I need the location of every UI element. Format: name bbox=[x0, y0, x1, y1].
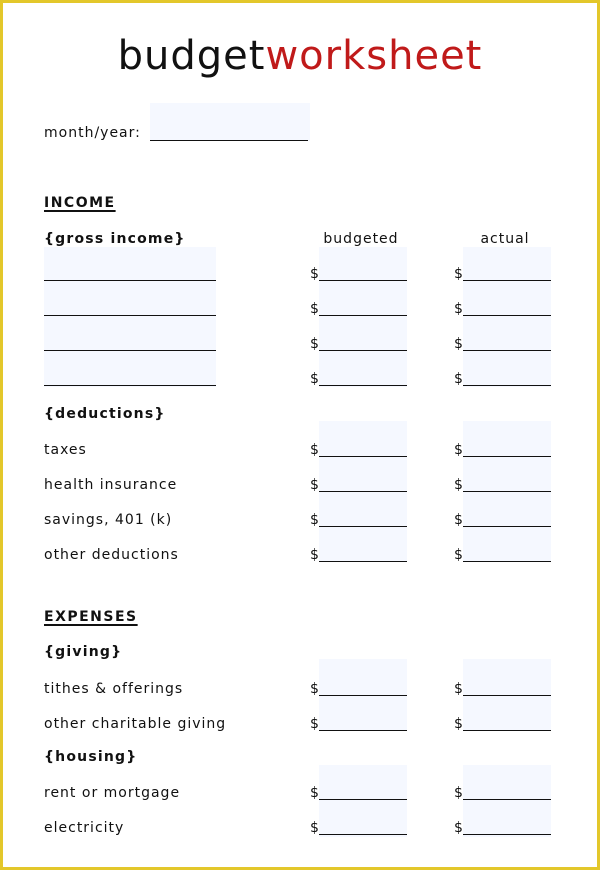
dollar-sign: $ bbox=[454, 301, 463, 317]
dollar-sign: $ bbox=[310, 266, 319, 282]
gross-income-budgeted-input[interactable] bbox=[319, 298, 407, 316]
title-part-worksheet: worksheet bbox=[265, 33, 483, 79]
giving-label-other-charitable: other charitable giving bbox=[44, 716, 227, 732]
dollar-sign: $ bbox=[454, 547, 463, 563]
deduction-label-health-insurance: health insurance bbox=[44, 477, 178, 493]
gross-income-name-input[interactable] bbox=[44, 333, 216, 351]
gross-income-name-input[interactable] bbox=[44, 368, 216, 386]
gross-income-budgeted-input[interactable] bbox=[319, 368, 407, 386]
budgeted-column-header: budgeted bbox=[323, 231, 399, 247]
gross-income-name-input[interactable] bbox=[44, 298, 216, 316]
housing-label-rent: rent or mortgage bbox=[44, 785, 181, 801]
dollar-sign: $ bbox=[310, 336, 319, 352]
actual-column-header: actual bbox=[480, 231, 530, 247]
title-part-budget: budget bbox=[117, 33, 266, 79]
dollar-sign: $ bbox=[310, 442, 319, 458]
tithes-budgeted-input[interactable] bbox=[319, 678, 407, 696]
dollar-sign: $ bbox=[310, 820, 319, 836]
page-title bbox=[3, 33, 597, 79]
gross-income-heading: {gross income} bbox=[44, 231, 186, 247]
deduction-label-other: other deductions bbox=[44, 547, 179, 563]
taxes-actual-input[interactable] bbox=[463, 439, 551, 457]
dollar-sign: $ bbox=[454, 477, 463, 493]
gross-income-actual-input[interactable] bbox=[463, 298, 551, 316]
giving-heading: {giving} bbox=[44, 644, 123, 660]
dollar-sign: $ bbox=[310, 785, 319, 801]
dollar-sign: $ bbox=[310, 716, 319, 732]
month-year-label: month/year: bbox=[44, 125, 141, 141]
dollar-sign: $ bbox=[454, 442, 463, 458]
housing-label-electricity: electricity bbox=[44, 820, 125, 836]
gross-income-actual-input[interactable] bbox=[463, 263, 551, 281]
dollar-sign: $ bbox=[454, 336, 463, 352]
dollar-sign: $ bbox=[310, 547, 319, 563]
dollar-sign: $ bbox=[310, 301, 319, 317]
electricity-budgeted-input[interactable] bbox=[319, 817, 407, 835]
other-deductions-budgeted-input[interactable] bbox=[319, 544, 407, 562]
gross-income-budgeted-input[interactable] bbox=[319, 263, 407, 281]
dollar-sign: $ bbox=[310, 681, 319, 697]
rent-actual-input[interactable] bbox=[463, 782, 551, 800]
deduction-label-taxes: taxes bbox=[44, 442, 87, 458]
dollar-sign: $ bbox=[454, 681, 463, 697]
dollar-sign: $ bbox=[310, 477, 319, 493]
dollar-sign: $ bbox=[310, 512, 319, 528]
tithes-actual-input[interactable] bbox=[463, 678, 551, 696]
month-year-input[interactable] bbox=[150, 123, 308, 141]
deductions-heading: {deductions} bbox=[44, 406, 166, 422]
dollar-sign: $ bbox=[454, 785, 463, 801]
expenses-heading: EXPENSES bbox=[44, 609, 138, 625]
gross-income-name-input[interactable] bbox=[44, 263, 216, 281]
savings-actual-input[interactable] bbox=[463, 509, 551, 527]
charitable-actual-input[interactable] bbox=[463, 713, 551, 731]
dollar-sign: $ bbox=[454, 512, 463, 528]
gross-income-actual-input[interactable] bbox=[463, 333, 551, 351]
income-heading: INCOME bbox=[44, 195, 116, 211]
health-insurance-actual-input[interactable] bbox=[463, 474, 551, 492]
charitable-budgeted-input[interactable] bbox=[319, 713, 407, 731]
gross-income-actual-input[interactable] bbox=[463, 368, 551, 386]
taxes-budgeted-input[interactable] bbox=[319, 439, 407, 457]
health-insurance-budgeted-input[interactable] bbox=[319, 474, 407, 492]
electricity-actual-input[interactable] bbox=[463, 817, 551, 835]
dollar-sign: $ bbox=[454, 820, 463, 836]
rent-budgeted-input[interactable] bbox=[319, 782, 407, 800]
dollar-sign: $ bbox=[454, 716, 463, 732]
giving-label-tithes: tithes & offerings bbox=[44, 681, 184, 697]
housing-heading: {housing} bbox=[44, 749, 138, 765]
dollar-sign: $ bbox=[454, 371, 463, 387]
dollar-sign: $ bbox=[310, 371, 319, 387]
savings-budgeted-input[interactable] bbox=[319, 509, 407, 527]
gross-income-budgeted-input[interactable] bbox=[319, 333, 407, 351]
deduction-label-savings: savings, 401 (k) bbox=[44, 512, 173, 528]
other-deductions-actual-input[interactable] bbox=[463, 544, 551, 562]
dollar-sign: $ bbox=[454, 266, 463, 282]
